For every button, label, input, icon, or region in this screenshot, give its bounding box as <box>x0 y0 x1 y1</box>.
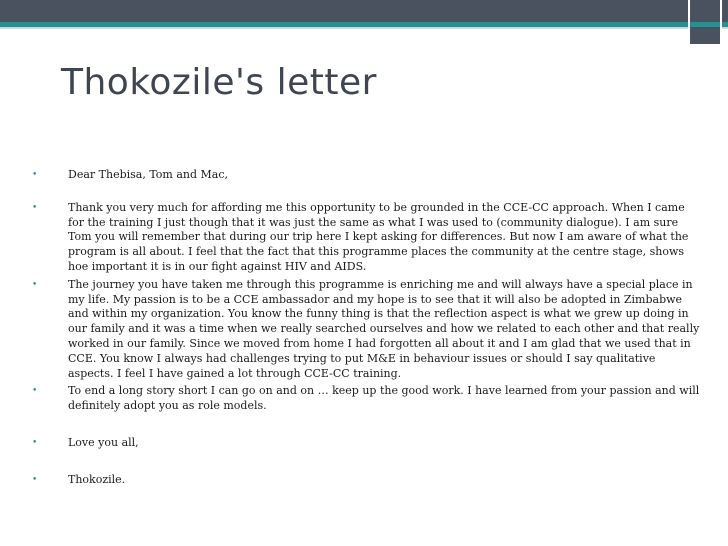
bullet-text: Love you all, <box>68 435 139 449</box>
bullet-item-greeting <box>28 168 704 183</box>
bullet-item-journey <box>28 278 704 382</box>
bullet-icon: • <box>32 437 38 448</box>
bullet-item-closing <box>28 384 704 414</box>
bullet-text: Thank you very much for affording me this opportunity to be grounded in the CCE-CC approach. When I came for the training I just though that it was just the same as what I was used to (community dialogue). I am sure Tom you will remember that during our trip here I kept asking for differences. But now I am aware of what the program is all about. I feel that the fact that this programme places the community at the centre stage, shows hoe important it is in our fight against HIV and AIDS. <box>68 200 689 273</box>
bullet-icon: • <box>32 279 38 290</box>
bullet-text: Thokozile. <box>68 472 126 486</box>
bullet-icon: • <box>32 170 38 180</box>
bullet-text: Dear Thebisa, Tom and Mac, <box>68 168 229 181</box>
bullet-icon: • <box>32 386 38 397</box>
bullet-item-signature <box>28 473 704 488</box>
bullet-item-thanks <box>28 201 704 275</box>
bullet-item-love <box>28 436 704 451</box>
bullet-text: To end a long story short I can go on and on … keep up the good work. I have learned from your passion and will definitely adopt you as role models. <box>68 384 700 413</box>
bullet-icon: • <box>32 202 38 213</box>
bullet-icon: • <box>32 474 38 485</box>
top-decorative-band <box>0 0 728 22</box>
top-thin-stripe <box>0 27 728 29</box>
bullet-text: The journey you have taken me through this programme is enriching me and will always have a special place in my life. My passion is to be a CCE ambassador and my hope is to see that it will also be adopted in Zimbabwe and within my organization. You know the funny thing is that the reflection aspect is what we grew up doing in our family and it was a time when we really searched ourselves and how we related to each other and that really worked in our family. Since we moved from home I had forgotten all about it and I am glad that we used that in CCE. You know I always had challenges trying to put M&E in behaviour issues or should I say qualitative aspects. I feel I have gained a lot through CCE-CC training. <box>68 277 700 380</box>
corner-tab-accent <box>688 22 722 27</box>
slide-title: Thokozile's letter <box>61 62 377 103</box>
letter-body <box>28 168 704 488</box>
